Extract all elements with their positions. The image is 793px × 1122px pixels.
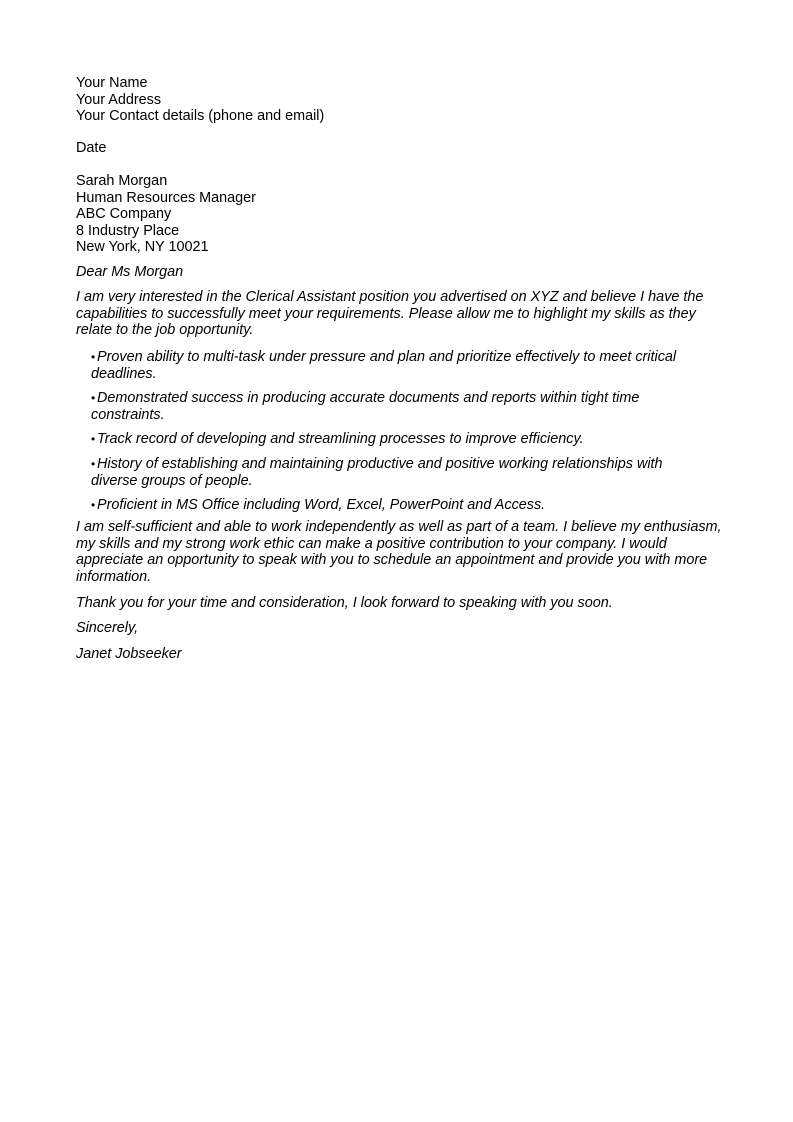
recipient-company: ABC Company [76, 206, 172, 223]
bullet-text: Demonstrated success in producing accurate documents and reports within tight time constraints. [91, 390, 640, 423]
sender-block [76, 75, 726, 125]
recipient-title: Human Resources Manager [76, 189, 256, 206]
list-item [91, 390, 711, 423]
body-paragraph: I am self-sufficient and able to work independently as well as part of a team. I believe my enthusiasm, my skills and my strong work ethic can make a positive contribution to your company. I would appreciate an opportunity to speak with you to schedule an appointment and provide you with more information. [76, 519, 722, 585]
bullet-text: Proven ability to multi-task under pressure and plan and prioritize effectively to meet critical deadlines. [91, 349, 677, 382]
salutation: Dear Ms Morgan [76, 264, 184, 280]
list-item [91, 431, 711, 448]
bullet-icon: • [91, 498, 96, 513]
bullet-icon: • [91, 432, 96, 447]
bullet-icon: • [91, 456, 96, 471]
recipient-name: Sarah Morgan [76, 173, 168, 189]
closing: Sincerely, [76, 620, 139, 636]
recipient-block [76, 173, 726, 256]
recipient-city: New York, NY 10021 [76, 239, 209, 256]
list-item [91, 497, 711, 514]
bullet-icon: • [91, 350, 96, 364]
letter-date: Date [76, 140, 107, 156]
sender-address: Your Address [76, 91, 162, 108]
thanks-paragraph: Thank you for your time and consideration, I look forward to speaking with you soon. [76, 595, 613, 611]
date-block [76, 140, 726, 157]
bullet-text: History of establishing and maintaining productive and positive working relationships with diverse groups of people. [91, 455, 663, 489]
bullet-icon: • [91, 391, 96, 406]
bullet-text: Track record of developing and streamlining processes to improve efficiency. [97, 431, 584, 448]
list-item [91, 349, 711, 382]
bullet-text: Proficient in MS Office including Word, Excel, PowerPoint and Access. [97, 497, 546, 514]
signature-name: Janet Jobseeker [76, 646, 182, 662]
list-item [91, 456, 711, 489]
intro-paragraph: I am very interested in the Clerical Assistant position you advertised on XYZ and believe I have the capabilities to successfully meet your requirements. Please allow me to highlight my skills as they relate to the job opportunity. [76, 289, 704, 339]
sender-name: Your Name [76, 75, 148, 91]
recipient-street: 8 Industry Place [76, 222, 180, 239]
skills-list [91, 349, 711, 522]
sender-contact: Your Contact details (phone and email) [76, 108, 325, 125]
